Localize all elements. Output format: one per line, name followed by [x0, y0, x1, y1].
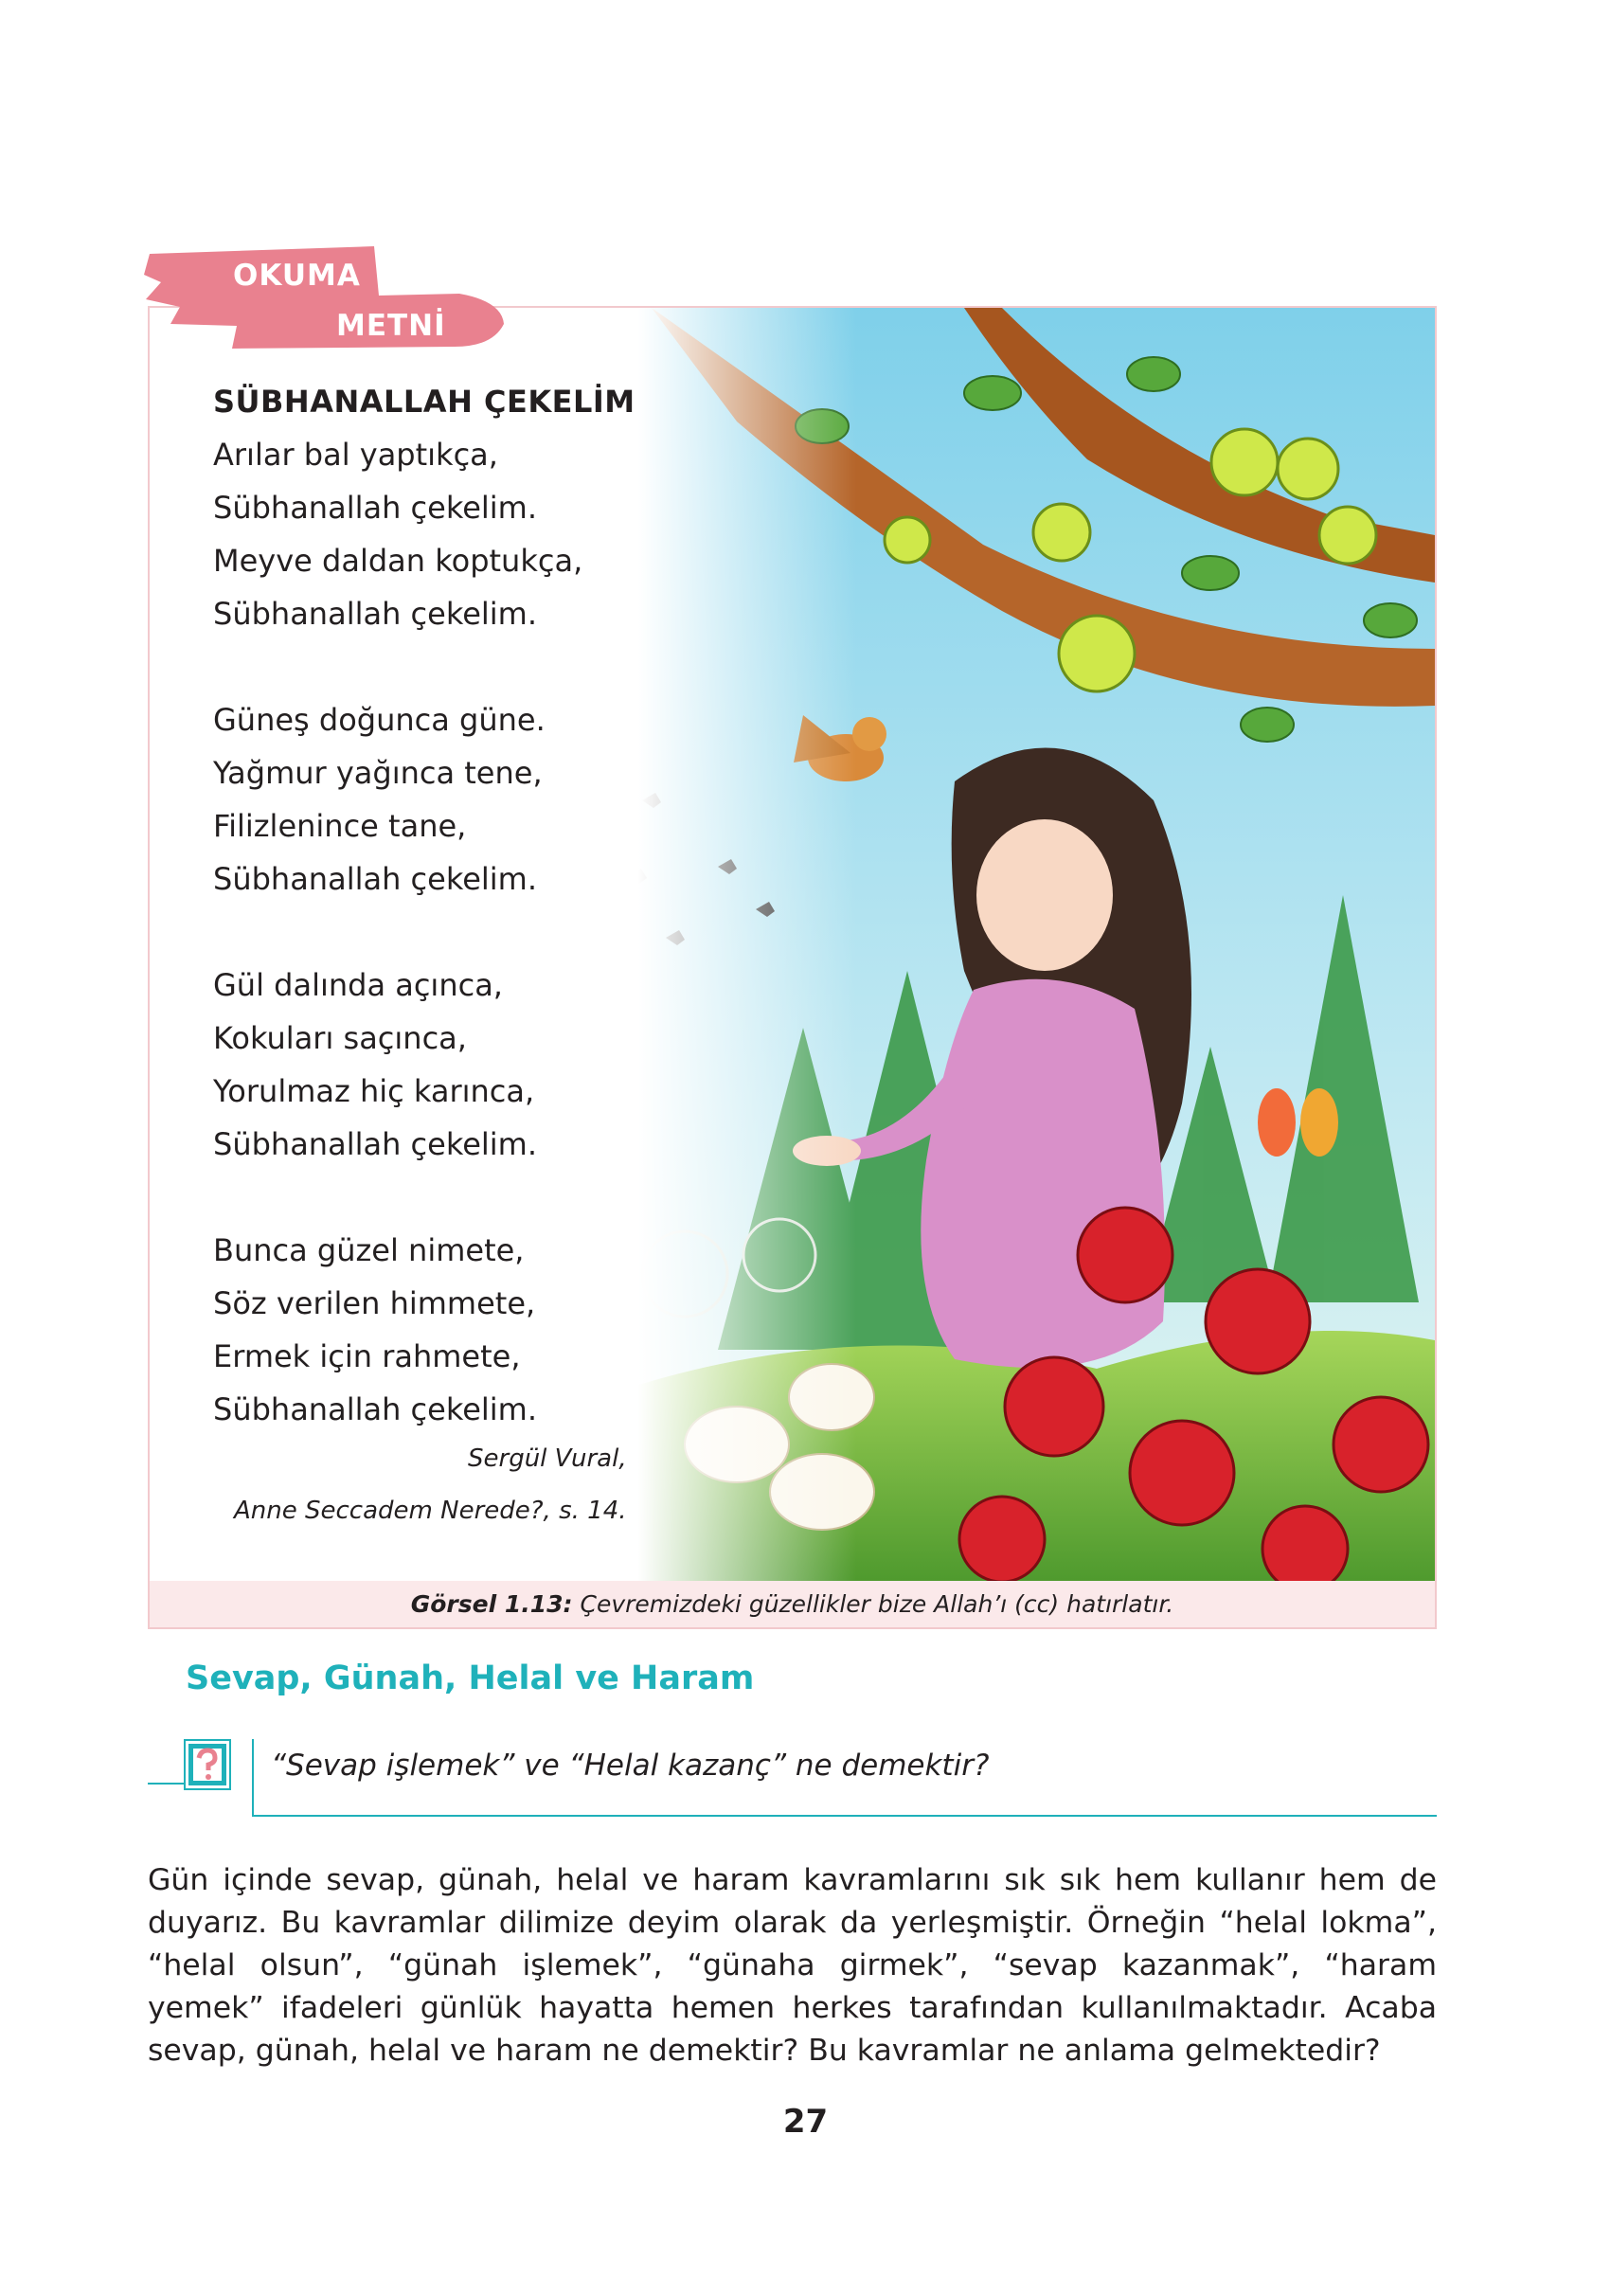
page-number: 27	[782, 2103, 829, 2141]
poem-line: Sübhanallah çekelim.	[213, 596, 538, 632]
poem-line: Meyve daldan koptukça,	[213, 543, 583, 579]
poem-source: Anne Seccadem Nerede?, s. 14.	[234, 1497, 627, 1525]
poem-line: Güneş doğunca güne.	[213, 702, 546, 738]
stanza	[213, 1224, 706, 1436]
poem-line: Bunca güzel nimete,	[213, 1232, 525, 1268]
poem-line: Gül dalında açınca,	[213, 967, 503, 1003]
image-caption	[150, 1581, 1435, 1627]
question-text: “Sevap işlemek” ve “Helal kazanç” ne demektir?	[271, 1749, 990, 1783]
poem-line: Sübhanallah çekelim.	[213, 490, 538, 526]
stanza	[213, 693, 706, 906]
poem-line: Sübhanallah çekelim.	[213, 1391, 538, 1427]
stanza	[213, 959, 706, 1171]
poem-title: SÜBHANALLAH ÇEKELİM	[213, 384, 635, 420]
section-heading: Sevap, Günah, Helal ve Haram	[186, 1659, 755, 1697]
question-row	[148, 1739, 1437, 1819]
caption-text: Çevremizdeki güzellikler bize Allah’ı (cc) hatırlatır.	[572, 1590, 1174, 1618]
poem-line: Yorulmaz hiç karınca,	[213, 1073, 535, 1109]
poem-author: Sergül Vural,	[468, 1444, 627, 1473]
question-left-rule	[148, 1783, 186, 1785]
reading-label-line2: METNİ	[336, 309, 446, 343]
caption-label: Görsel 1.13:	[410, 1590, 573, 1618]
poem-line: Yağmur yağınca tene,	[213, 755, 543, 791]
poem-line: Söz verilen himmete,	[213, 1285, 536, 1321]
stanza	[213, 428, 706, 640]
poem-line: Arılar bal yaptıkça,	[213, 437, 498, 473]
reading-label-line1: OKUMA	[233, 259, 361, 293]
reading-label-brush	[142, 241, 511, 354]
poem-line: Filizlenince tane,	[213, 808, 467, 844]
poem-line: Ermek için rahmete,	[213, 1338, 521, 1374]
body-paragraph: Gün içinde sevap, günah, helal ve haram kavramlarını sık sık hem kullanır hem de duyarız. Bu kavramlar dilimize deyim olarak da yerleşmiştir. Örneğin “helal lokma”, “helal olsun”, “günah işlemek”, “günaha girmek”, “sevap kazanmak”, “haram yemek” ifadeleri günlük hayatta hemen herkes tarafından kullanılmaktadır. Acaba sevap, günah, helal ve haram ne demektir? Bu kavramlar ne anlama gelmektedir?	[148, 1863, 1437, 2068]
poem-line: Sübhanallah çekelim.	[213, 861, 538, 897]
poem	[213, 375, 706, 1436]
poem-line: Kokuları saçınca,	[213, 1020, 467, 1056]
question-book-icon	[184, 1739, 231, 1790]
poem-line: Sübhanallah çekelim.	[213, 1126, 538, 1162]
